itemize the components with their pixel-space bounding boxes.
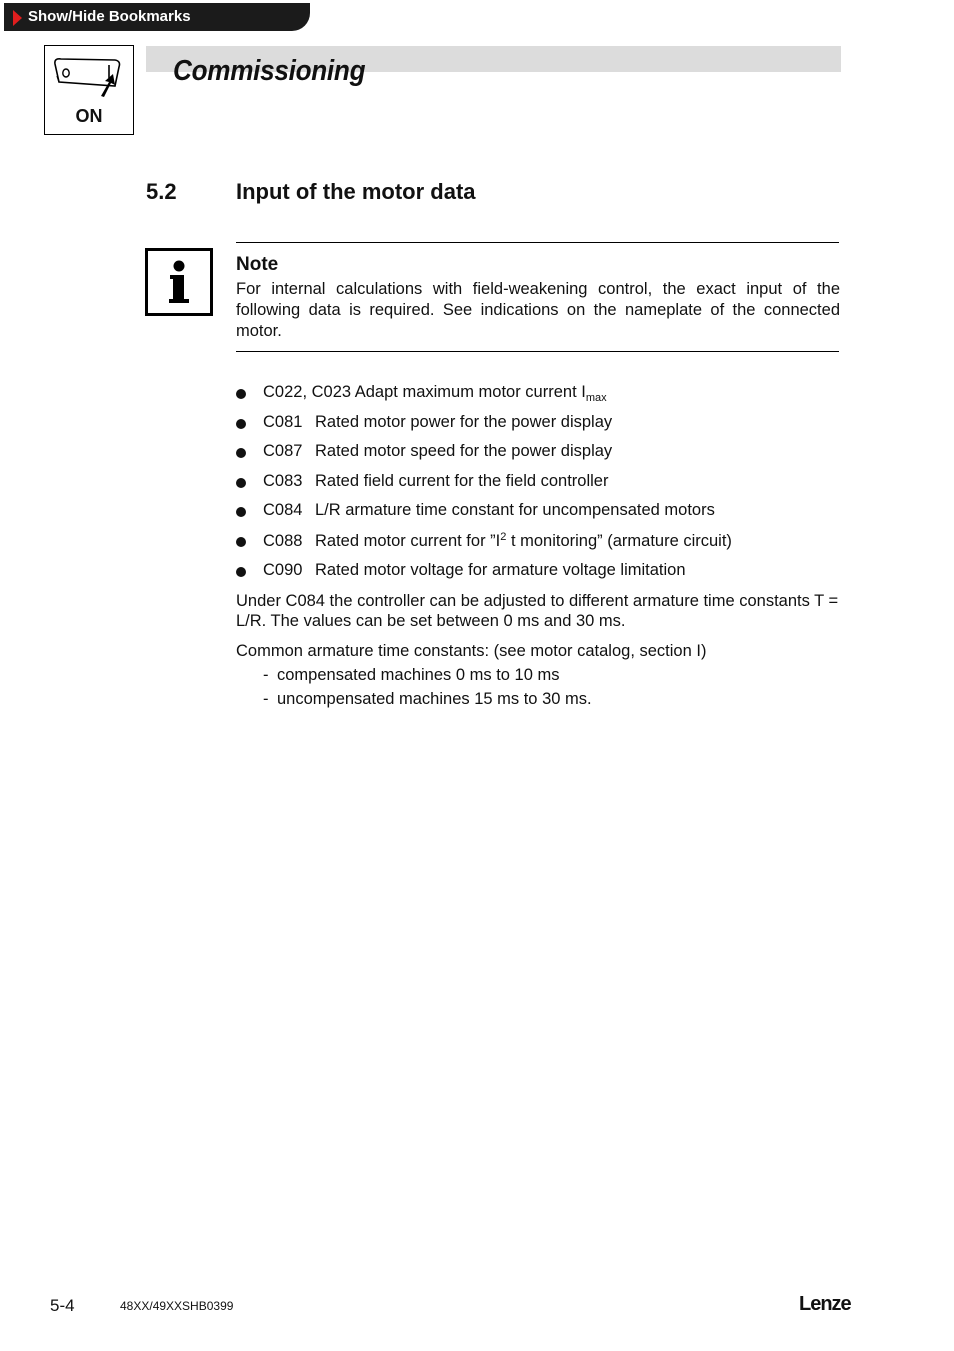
parameter-text: Rated motor power for the power display <box>315 412 613 431</box>
page-number: 5-4 <box>50 1296 75 1315</box>
parameter-code: C088 <box>263 531 303 550</box>
page-title: Commissioning <box>173 55 366 87</box>
parameter-text: Rated motor current for ”I <box>315 531 501 550</box>
note-text: For internal calculations with field-weakening control, the exact input of the following data is required. See indications on the nameplate of the connected motor. <box>236 280 840 340</box>
on-switch-icon-box <box>44 45 134 135</box>
parameter-superscript: 2 <box>500 530 507 543</box>
list-item <box>236 561 732 591</box>
parameter-text: Rated motor speed for the power display <box>315 442 613 461</box>
parameter-code: C081 <box>263 412 303 431</box>
parameter-code: C084 <box>263 501 303 520</box>
on-label: ON <box>75 106 103 126</box>
bookmarks-label: Show/Hide Bookmarks <box>28 8 191 25</box>
document-id: 48XX/49XXSHB0399 <box>120 1299 234 1313</box>
list-item <box>236 472 732 502</box>
parameter-code: C087 <box>263 442 303 461</box>
dash-marker: - <box>263 690 269 708</box>
bullet-icon <box>236 567 246 577</box>
list-item <box>236 501 732 531</box>
parameter-text: Rated field current for the field controller <box>315 471 609 490</box>
triangle-right-icon <box>13 10 22 26</box>
bullet-icon <box>236 389 246 399</box>
list-item <box>263 690 592 709</box>
bullet-icon <box>236 537 246 547</box>
section-number: 5.2 <box>146 179 177 204</box>
list-item <box>236 413 732 443</box>
parameter-text: Adapt maximum motor current I <box>354 383 586 401</box>
dash-marker: - <box>263 666 269 684</box>
list-item <box>236 442 732 472</box>
note-bottom-rule <box>236 351 839 352</box>
list-item <box>236 383 732 413</box>
show-hide-bookmarks-button[interactable] <box>4 3 310 31</box>
paragraph-common-constants: Common armature time constants: (see motor catalog, section I) <box>236 642 707 660</box>
info-icon <box>145 248 213 316</box>
parameter-text: L/R armature time constant for uncompensated motors <box>315 501 715 520</box>
dash-item-text: compensated machines 0 ms to 10 ms <box>277 666 560 684</box>
parameter-text-continued: t monitoring” (armature circuit) <box>506 531 732 550</box>
parameter-code: C090 <box>263 560 303 579</box>
parameter-text: Rated motor voltage for armature voltage limitation <box>315 560 686 579</box>
parameter-code: C083 <box>263 471 303 490</box>
paragraph-time-constants: Under C084 the controller can be adjusted to different armature time constants T = L/R. The values can be set between 0 ms and 30 ms. <box>236 592 839 630</box>
section-title: Input of the motor data <box>236 179 476 204</box>
parameter-code: C022, C023 <box>263 383 352 401</box>
list-item <box>236 531 732 561</box>
bullet-icon <box>236 419 246 429</box>
power-switch-icon <box>49 52 129 104</box>
parameter-subscript: max <box>585 392 607 404</box>
note-title: Note <box>236 254 279 275</box>
note-top-rule <box>236 242 839 243</box>
bullet-icon <box>236 448 246 458</box>
dash-item-text: uncompensated machines 15 ms to 30 ms. <box>277 690 592 708</box>
bullet-icon <box>236 507 246 517</box>
parameter-list <box>236 383 732 590</box>
list-item <box>263 666 559 685</box>
lenze-logo: Lenze <box>799 1293 851 1315</box>
bullet-icon <box>236 478 246 488</box>
